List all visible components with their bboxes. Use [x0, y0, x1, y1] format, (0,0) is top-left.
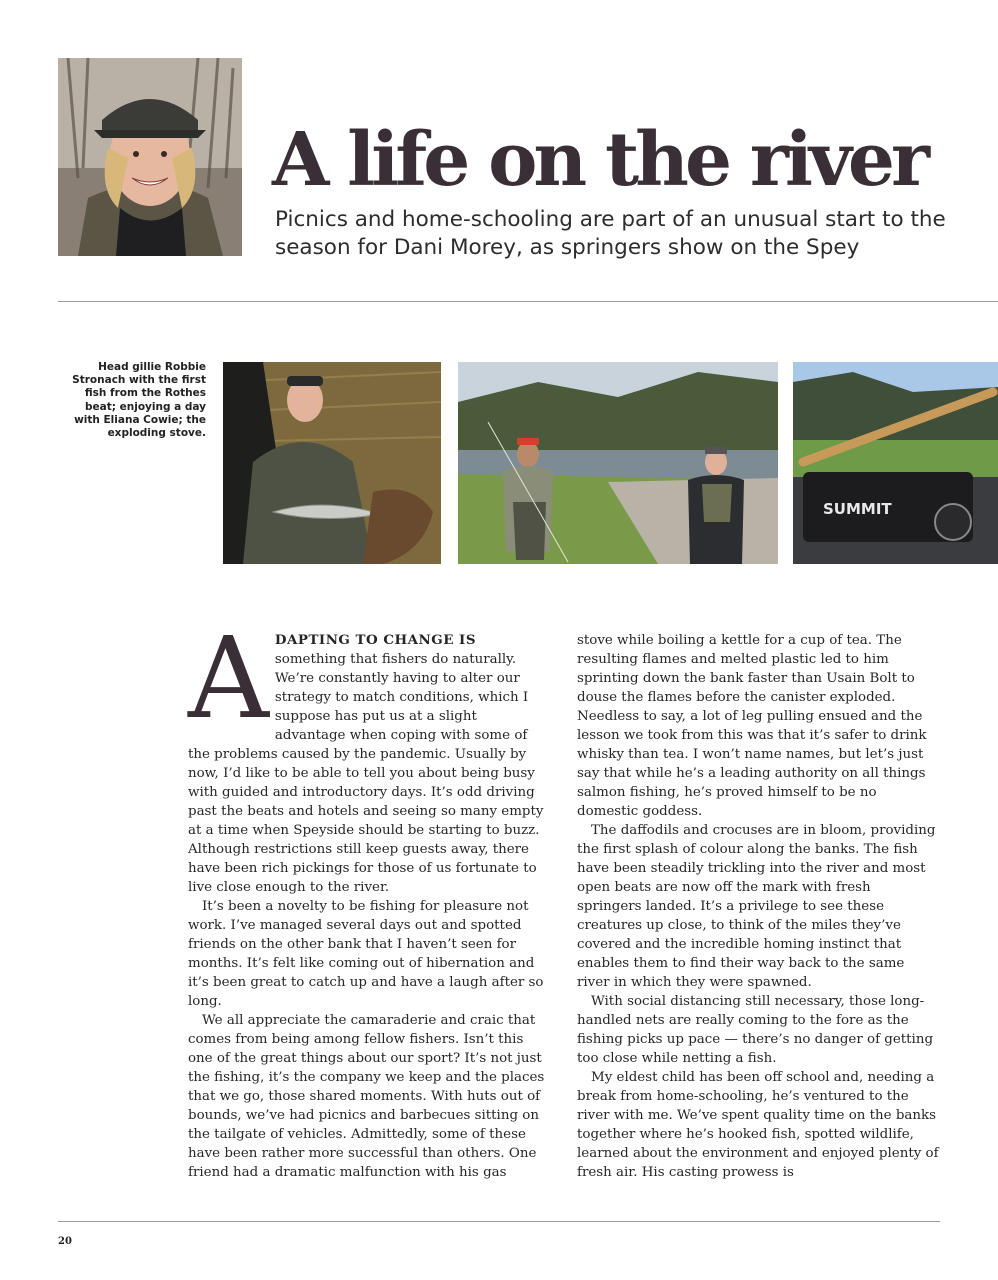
author-portrait: [58, 58, 242, 256]
photo-exploding-stove: [793, 362, 998, 564]
article-paragraph: We all appreciate the camaraderie and craic that comes from being among fellow fishers. Isn’t this one of the great things about our sport? It’s not just the fishing, it’s the company we keep and the places that we go, those shared moments. With huts out of bounds, we’ve had picnics and barbecues sitting on the tailgate of vehicles. Admittedly, some of these have been rather more successful than others. One friend had a dramatic malfunction with his gas: [188, 1013, 545, 1180]
subtitle: Picnics and home-schooling are part of an unusual start to the season for Dani Morey, as springers show on the Spey: [275, 207, 946, 260]
article-paragraph: stove while boiling a kettle for a cup of tea. The resulting flames and melted plastic led to him sprinting down the bank faster than Usain Bolt to douse the flames before the canister exploded. Needless to say, a lot of leg pulling ensued and the lesson we took from this was that it’s safer to drink whisky than tea. I won’t name names, but let’s just say that while he’s a leading authority on all things salmon fishing, he’s proved himself to be no domestic goddess.: [577, 633, 927, 819]
photo-gillie-with-fish: [223, 362, 441, 564]
photo-day-with-friend: [458, 362, 778, 564]
photo-caption: Head gillie Robbie Stronach with the first fish from the Rothes beat; enjoying a day with Eliana Cowie; the exploding stove.: [72, 361, 206, 440]
divider-top: [58, 301, 998, 302]
article-paragraph: [188, 614, 550, 897]
divider-bottom: [58, 1221, 940, 1222]
stove-brand-label: SUMMIT: [823, 500, 892, 518]
paragraph-text: something that fishers do naturally. We’re constantly having to alter our strategy to match conditions, which I suppose has put us at a slight advantage when coping with some of the problems caused by the pandemic. Usually by now, I’d like to be able to tell you about being busy with guided and introductory days. It’s odd driving past the beats and hotels and seeing so many empty at a time when Speyside should be starting to buzz. Although restrictions still keep guests away, there have been rich pickings for those of us fortunate to live close enough to the river.: [188, 652, 544, 895]
article-paragraph: The daffodils and crocuses are in bloom, providing the first splash of colour along the banks. The fish have been steadily trickling into the river and most open beats are now off the mark with fresh springers landed. It’s a privilege to see these creatures up close, to think of the miles they’ve covered and the incredible homing instinct that enables them to find their way back to the same river in which they were spawned.: [577, 823, 936, 990]
page-title: A life on the river: [272, 117, 926, 203]
article-column-right: [577, 631, 939, 1182]
article-paragraph: My eldest child has been off school and, needing a break from home-schooling, he’s ventured to the river with me. We’ve spent quality time on the banks together where he’s hooked fish, spotted wildlife, learned about the environment and enjoyed plenty of fresh air. His casting prowess is: [577, 1070, 939, 1180]
lead-in-caps: DAPTING TO CHANGE IS: [274, 632, 476, 648]
article-paragraph: With social distancing still necessary, those long-handled nets are really coming to the fore as the fishing picks up pace — there’s no danger of getting too close while netting a fish.: [577, 994, 934, 1066]
drop-cap: A: [188, 614, 269, 744]
page-number: 20: [58, 1236, 72, 1247]
article-column-left: [188, 614, 550, 1182]
article-paragraph: It’s been a novelty to be fishing for pleasure not work. I’ve managed several days out and spotted friends on the other bank that I haven’t seen for months. It’s felt like coming out of hibernation and it’s been great to catch up and have a laugh after so long.: [188, 899, 544, 1009]
